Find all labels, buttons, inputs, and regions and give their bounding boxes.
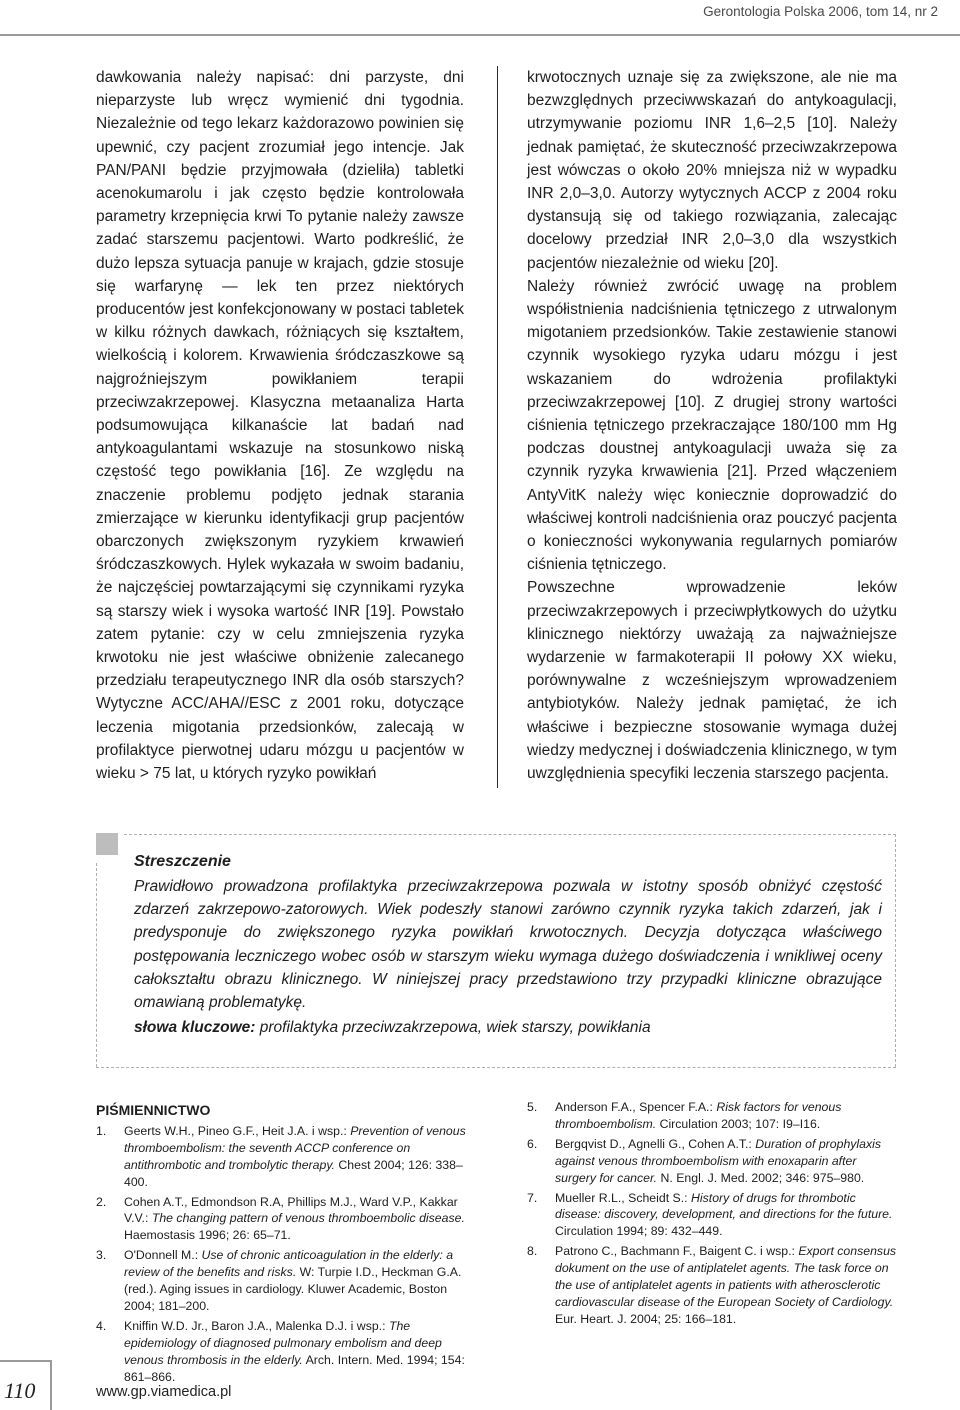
reference-item [96,1123,468,1191]
references-heading: PIŚMIENNICTWO [96,1102,211,1118]
reference-item [96,1247,468,1315]
left-text-column [96,66,464,785]
reference-item [527,1190,897,1241]
reference-item [96,1194,468,1245]
reference-source: Chest 2004; 126: 338–400. [124,1157,463,1189]
reference-title: Export consensus dokument on the use of antiplatelet agents. The task force on the use of antiplatelet agents in patients with atherosclerotic cardiovascular disease of the European Society of Cardiology. [555,1244,897,1309]
reference-authors: Cohen A.T., Edmondson R.A, Phillips M.J., Ward V.P., Kakkar V.V.: [124,1194,458,1226]
reference-number: 5. [527,1100,538,1114]
body-paragraph: dawkowania należy napisać: dni parzyste, dni nieparzyste lub wręcz wymienić dni tygodnia. Niezależnie od tego lekarz każdorazowo powinien się upewnić, czy pacjent zrozumiał jego intencje. Jak PAN/PANI będzie przyjmowała (dzieliła) tabletki acenokumarolu i jak często będzie kontrolowała parametry krzepnięcia krwi To pytanie należy zawsze zadać starszemu pacjentowi. Warto podkreślić, że dużo lepsza sytuacja panuje w krajach, gdzie stosuje się warfarynę — lek ten przez niektórych producentów jest konfekcjonowany w postaci tabletek w kilku różnych dawkach, różniących się kształtem, wielkością i kolorem. Krwawienia śródczaszkowe są najgroźniejszym powikłaniem terapii przeciwzakrzepowej. Klasyczna metaanaliza Harta podsumowująca kilkanaście lat badań nad antykoagulantami wskazuje na stosunkowo niską częstość tego powikłania [16]. Ze względu na znaczenie problemu podjęto jednak starania zmierzające w kierunku identyfikacji grup pacjentów obarczonych zwiększonym ryzykiem krwawień śródczaszkowych. Hylek wykazała w swoim badaniu, że najczęściej powtarzającymi się czynnikami ryzyka są starszy wiek i wysoka wartość INR [19]. Powstało zatem pytanie: czy w celu zmniejszenia ryzyka krwotoku nie jest właściwe obniżenie zalecanego przedziału terapeutycznego INR dla osób starszych? Wytyczne ACC/AHA//ESC z 2001 roku, dotyczące leczenia migotania przedsionków, zalecają w profilaktyce pierwotnej udaru mózgu u pacjentów w wieku > 75 lat, u których ryzyko powikłań [96,69,464,783]
reference-number: 3. [96,1248,107,1263]
reference-number: 8. [527,1244,538,1259]
reference-authors: Anderson F.A., Spencer F.A.: [555,1100,717,1114]
reference-source: N. Engl. J. Med. 2002; 346: 975–980. [657,1170,865,1185]
reference-source: Arch. Intern. Med. 1994; 154: 861–866. [124,1352,465,1384]
reference-item [527,1099,897,1133]
abstract-marker-square [96,833,118,855]
reference-source: Circulation 1994; 89: 432–449. [555,1224,723,1239]
abstract-border [895,834,896,1067]
reference-number: 1. [96,1123,107,1138]
reference-number: 7. [527,1190,538,1205]
reference-title: The epidemiology of diagnosed pulmonary embolism and deep venous thrombosis in the elderly. [124,1318,442,1367]
abstract-box [96,833,896,1069]
keywords-line [134,1019,882,1037]
reference-title: Risk factors for venous thromboembolism. [555,1100,842,1131]
keywords-label: słowa kluczowe: [134,1019,256,1036]
running-header [0,0,960,38]
reference-authors: Mueller R.L., Scheidt S.: [555,1190,692,1205]
references-right [527,1099,897,1331]
reference-item [527,1136,897,1187]
reference-title: History of drugs for thrombotic disease: discovery, development, and directions for the future. [555,1190,893,1222]
reference-item [527,1243,897,1328]
reference-source: Haemostasis 1996; 26: 65–71. [124,1228,291,1243]
abstract-border [96,1067,896,1068]
body-paragraph: krwotocznych uznaje się za zwiększone, ale nie ma bezwzględnych przeciwwskazań do antykoagulacji, utrzymywanie poziomu INR 1,6–2,5 [10]. Należy jednak pamiętać, że skuteczność przeciwzakrzepowa jest wówczas o około 20% mniejsza niż w wypadku INR 2,0–3,0. Autorzy wytycznych ACCP z 2004 roku dystansują się od takiego rozwiązania, zalecając docelowy przedział INR 2,0–3,0 dla wszystkich pacjentów niezależnie od wieku [20]. [527,69,897,272]
reference-authors: Patrono C., Bachmann F., Baigent C. i wsp.: [555,1244,799,1259]
reference-authors: Geerts W.H., Pineo G.F., Heit J.A. i wsp.: [124,1123,351,1138]
references-left [96,1102,468,1389]
right-text-column [527,66,897,785]
abstract-border [96,863,97,1067]
reference-source: W: Turpie I.D., Heckman G.A. (red.). Aging issues in cardiology. Kluwer Academic, Boston 2004; 181–200. [124,1265,462,1313]
header-rule [0,34,960,36]
body-paragraph: Należy również zwrócić uwagę na problem współistnienia nadciśnienia tętniczego z utrwalonym migotaniem przedsionków. Takie zestawienie stanowi czynnik wysokiego ryzyka udaru mózgu i jest wskazaniem do wdrożenia profilaktyki przeciwzakrzepowej [10]. Z drugiej strony wartości ciśnienia tętniczego przekraczające 180/100 mm Hg podczas doustnej antykoagulacji uważa się za czynnik ryzyka krwawienia [21]. Przed włączeniem AntyVitK należy więc koniecznie doprowadzić do właściwej kontroli nadciśnienia oraz pouczyć pacjenta o konieczności wykonywania regularnych pomiarów ciśnienia tętniczego. [527,277,897,574]
journal-citation: Gerontologia Polska 2006, tom 14, nr 2 [703,4,938,19]
reference-title: Duration of prophylaxis against venous thromboembolism with enoxaparin after surgery for cancer. [555,1136,882,1185]
reference-source: Circulation 2003; 107: I9–I16. [656,1116,821,1131]
reference-number: 6. [527,1136,538,1151]
reference-number: 4. [96,1318,107,1333]
column-divider [497,66,498,788]
abstract-text: Prawidłowo prowadzona profilaktyka przeciwzakrzepowa pozwala w istotny sposób obniżyć częstość zdarzeń zakrzepowo-zatorowych. Wiek podeszły stanowi zarówno czynnik ryzyka takich zdarzeń, jak i predysponuje do zwiększonego ryzyka powikłań krwotocznych. Decyzja dotycząca właściwego postępowania leczniczego wobec osób w starszym wieku wymaga dużego doświadczenia i wnikliwej oceny całokształtu obrazu klinicznego. W niniejszej pracy przedstawiono trzy przypadki kliniczne obrazujące omawianą problematykę. [134,878,882,1012]
reference-title: Prevention of venous thromboembolism: the seventh ACCP conference on antithrombotic and trombolytic therapy. [124,1123,466,1172]
body-paragraph: Powszechne wprowadzenie leków przeciwzakrzepowych i przeciwpłytkowych do użytku klinicznego niektórzy uważają za najważniejsze wydarzenie w farmakoterapii II połowy XX wieku, porównywalne z wcześniejszym wprowadzeniem antybiotyków. Należy jednak pamiętać, że ich właściwe i bezpieczne stosowanie wymaga dużej wiedzy medycznej i doświadczenia klinicznego, w tym uwzględnienia specyfiki leczenia starszego pacjenta. [527,579,897,783]
reference-authors: O'Donnell M.: [124,1248,202,1263]
abstract-title: Streszczenie [134,853,231,870]
page-number: 110 [4,1378,36,1403]
reference-number: 2. [96,1194,107,1209]
reference-source: Eur. Heart. J. 2004; 25: 166–181. [555,1311,737,1326]
reference-authors: Bergqvist D., Agnelli G., Cohen A.T.: [555,1136,756,1151]
keywords-text: profilaktyka przeciwzakrzepowa, wiek starszy, powikłania [259,1019,651,1036]
reference-title: Use of chronic anticoagulation in the elderly: a review of the benefits and risks. [124,1248,454,1280]
reference-authors: Kniffin W.D. Jr., Baron J.A., Malenka D.J. i wsp.: [124,1318,389,1333]
abstract-border [124,834,896,835]
reference-item [96,1318,468,1386]
footer-url[interactable]: www.gp.viamedica.pl [96,1384,232,1400]
reference-title: The changing pattern of venous thromboembolic disease. [151,1211,465,1226]
